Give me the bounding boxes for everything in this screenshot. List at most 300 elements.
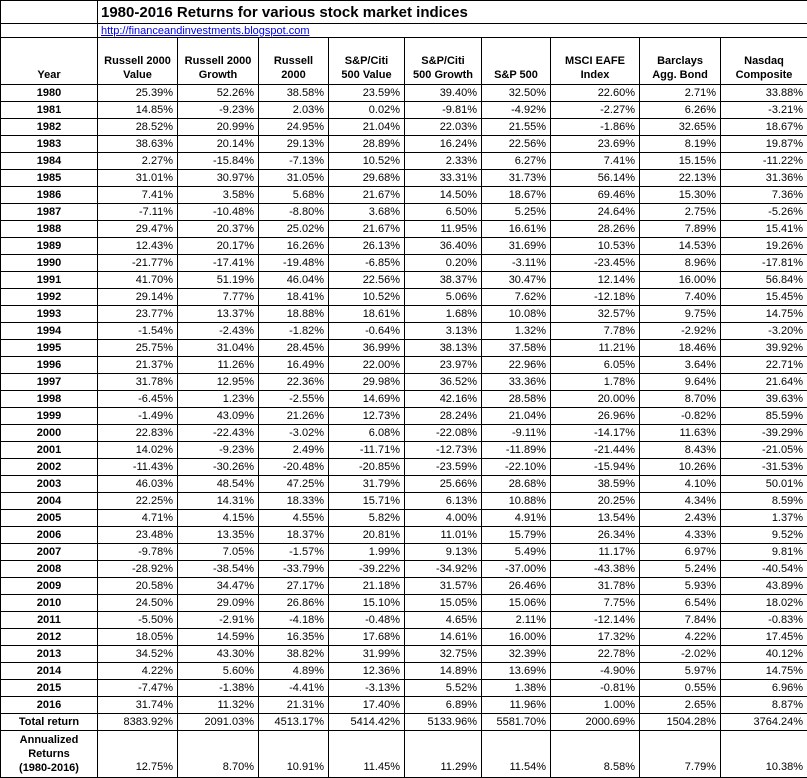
- year-cell: 2011: [1, 612, 98, 629]
- value-cell: 21.67%: [329, 221, 405, 238]
- value-cell: 0.55%: [640, 680, 721, 697]
- value-cell: 32.75%: [405, 646, 482, 663]
- value-cell: -2.92%: [640, 323, 721, 340]
- value-cell: 22.83%: [98, 425, 178, 442]
- value-cell: 14.89%: [405, 663, 482, 680]
- value-cell: 16.00%: [640, 272, 721, 289]
- value-cell: 5.25%: [482, 204, 551, 221]
- total-return-cell: 1504.28%: [640, 714, 721, 731]
- year-cell: 2000: [1, 425, 98, 442]
- value-cell: 30.47%: [482, 272, 551, 289]
- value-cell: -22.43%: [178, 425, 259, 442]
- value-cell: 5.93%: [640, 578, 721, 595]
- value-cell: 22.56%: [329, 272, 405, 289]
- table-row: [1, 170, 807, 187]
- value-cell: 1.32%: [482, 323, 551, 340]
- value-cell: -2.02%: [640, 646, 721, 663]
- value-cell: 18.05%: [98, 629, 178, 646]
- value-cell: 11.63%: [640, 425, 721, 442]
- year-cell: 2007: [1, 544, 98, 561]
- value-cell: 6.13%: [405, 493, 482, 510]
- value-cell: 22.00%: [329, 357, 405, 374]
- table-row: [1, 255, 807, 272]
- value-cell: 29.13%: [259, 136, 329, 153]
- value-cell: -15.94%: [551, 459, 640, 476]
- value-cell: 22.60%: [551, 85, 640, 102]
- annualized-return-cell: 10.38%: [721, 731, 807, 778]
- value-cell: 11.95%: [405, 221, 482, 238]
- value-cell: 28.45%: [259, 340, 329, 357]
- value-cell: 17.32%: [551, 629, 640, 646]
- value-cell: -43.38%: [551, 561, 640, 578]
- value-cell: -0.48%: [329, 612, 405, 629]
- table-row: [1, 476, 807, 493]
- table-row: [1, 221, 807, 238]
- value-cell: -22.08%: [405, 425, 482, 442]
- value-cell: -9.78%: [98, 544, 178, 561]
- value-cell: -6.45%: [98, 391, 178, 408]
- value-cell: 14.02%: [98, 442, 178, 459]
- year-cell: 2012: [1, 629, 98, 646]
- value-cell: 33.31%: [405, 170, 482, 187]
- value-cell: 16.00%: [482, 629, 551, 646]
- value-cell: 46.03%: [98, 476, 178, 493]
- total-return-cell: 5414.42%: [329, 714, 405, 731]
- table-row: [1, 629, 807, 646]
- value-cell: 12.95%: [178, 374, 259, 391]
- value-cell: -3.11%: [482, 255, 551, 272]
- value-cell: 4.89%: [259, 663, 329, 680]
- year-cell: 2003: [1, 476, 98, 493]
- value-cell: 6.08%: [329, 425, 405, 442]
- value-cell: 30.97%: [178, 170, 259, 187]
- annualized-return-cell: 8.70%: [178, 731, 259, 778]
- value-cell: 24.50%: [98, 595, 178, 612]
- table-row: [1, 595, 807, 612]
- value-cell: 36.99%: [329, 340, 405, 357]
- value-cell: -9.23%: [178, 442, 259, 459]
- value-cell: 6.27%: [482, 153, 551, 170]
- value-cell: 20.81%: [329, 527, 405, 544]
- value-cell: 39.92%: [721, 340, 807, 357]
- column-header: S&P/Citi 500 Value: [329, 38, 405, 85]
- value-cell: -9.23%: [178, 102, 259, 119]
- value-cell: 56.84%: [721, 272, 807, 289]
- value-cell: 28.52%: [98, 119, 178, 136]
- value-cell: 22.03%: [405, 119, 482, 136]
- value-cell: 7.05%: [178, 544, 259, 561]
- value-cell: 16.49%: [259, 357, 329, 374]
- value-cell: 31.04%: [178, 340, 259, 357]
- value-cell: 23.48%: [98, 527, 178, 544]
- year-cell: 1998: [1, 391, 98, 408]
- value-cell: 20.17%: [178, 238, 259, 255]
- value-cell: 2.75%: [640, 204, 721, 221]
- value-cell: 43.09%: [178, 408, 259, 425]
- year-cell: 2014: [1, 663, 98, 680]
- value-cell: 22.25%: [98, 493, 178, 510]
- value-cell: 28.24%: [405, 408, 482, 425]
- value-cell: -34.92%: [405, 561, 482, 578]
- value-cell: -20.48%: [259, 459, 329, 476]
- value-cell: -4.92%: [482, 102, 551, 119]
- annualized-return-cell: 11.45%: [329, 731, 405, 778]
- value-cell: 29.09%: [178, 595, 259, 612]
- value-cell: 34.47%: [178, 578, 259, 595]
- value-cell: 10.52%: [329, 289, 405, 306]
- value-cell: 22.56%: [482, 136, 551, 153]
- value-cell: 31.99%: [329, 646, 405, 663]
- annualized-returns-row: [1, 731, 807, 778]
- table-row: [1, 663, 807, 680]
- value-cell: -2.55%: [259, 391, 329, 408]
- year-cell: 1984: [1, 153, 98, 170]
- value-cell: 31.01%: [98, 170, 178, 187]
- value-cell: -4.18%: [259, 612, 329, 629]
- value-cell: 2.49%: [259, 442, 329, 459]
- value-cell: -5.50%: [98, 612, 178, 629]
- value-cell: 22.71%: [721, 357, 807, 374]
- year-cell: 1990: [1, 255, 98, 272]
- value-cell: 4.34%: [640, 493, 721, 510]
- value-cell: 17.45%: [721, 629, 807, 646]
- value-cell: -11.43%: [98, 459, 178, 476]
- value-cell: 15.45%: [721, 289, 807, 306]
- value-cell: -2.91%: [178, 612, 259, 629]
- value-cell: 7.84%: [640, 612, 721, 629]
- annualized-return-cell: 10.91%: [259, 731, 329, 778]
- value-cell: -0.82%: [640, 408, 721, 425]
- value-cell: -1.57%: [259, 544, 329, 561]
- value-cell: -21.44%: [551, 442, 640, 459]
- value-cell: 5.06%: [405, 289, 482, 306]
- table-row: [1, 357, 807, 374]
- value-cell: 12.43%: [98, 238, 178, 255]
- value-cell: 17.40%: [329, 697, 405, 714]
- value-cell: 28.58%: [482, 391, 551, 408]
- table-row: [1, 391, 807, 408]
- value-cell: 56.14%: [551, 170, 640, 187]
- value-cell: -7.13%: [259, 153, 329, 170]
- value-cell: 20.99%: [178, 119, 259, 136]
- value-cell: 9.64%: [640, 374, 721, 391]
- table-body: [1, 85, 807, 714]
- table-row: [1, 306, 807, 323]
- total-return-cell: 3764.24%: [721, 714, 807, 731]
- table-row: [1, 442, 807, 459]
- value-cell: 8.43%: [640, 442, 721, 459]
- value-cell: 10.53%: [551, 238, 640, 255]
- value-cell: 14.69%: [329, 391, 405, 408]
- total-return-row: [1, 714, 807, 731]
- value-cell: -1.82%: [259, 323, 329, 340]
- value-cell: 38.37%: [405, 272, 482, 289]
- year-cell: 2009: [1, 578, 98, 595]
- year-cell: 1981: [1, 102, 98, 119]
- value-cell: 32.50%: [482, 85, 551, 102]
- value-cell: 6.50%: [405, 204, 482, 221]
- source-link[interactable]: http://financeandinvestments.blogspot.com: [101, 24, 310, 37]
- value-cell: 7.89%: [640, 221, 721, 238]
- value-cell: -10.48%: [178, 204, 259, 221]
- value-cell: 33.88%: [721, 85, 807, 102]
- value-cell: -8.80%: [259, 204, 329, 221]
- value-cell: 23.59%: [329, 85, 405, 102]
- value-cell: 5.24%: [640, 561, 721, 578]
- page-title: 1980-2016 Returns for various stock market indices: [98, 1, 807, 24]
- value-cell: 4.71%: [98, 510, 178, 527]
- table-row: [1, 119, 807, 136]
- year-cell: 1999: [1, 408, 98, 425]
- year-cell: 1987: [1, 204, 98, 221]
- value-cell: 21.67%: [329, 187, 405, 204]
- value-cell: 10.08%: [482, 306, 551, 323]
- value-cell: 25.66%: [405, 476, 482, 493]
- value-cell: -6.85%: [329, 255, 405, 272]
- value-cell: 15.10%: [329, 595, 405, 612]
- table-row: [1, 680, 807, 697]
- value-cell: -30.26%: [178, 459, 259, 476]
- value-cell: 4.22%: [640, 629, 721, 646]
- value-cell: 20.37%: [178, 221, 259, 238]
- value-cell: -4.90%: [551, 663, 640, 680]
- value-cell: 69.46%: [551, 187, 640, 204]
- column-header: Year: [1, 38, 98, 85]
- value-cell: 14.61%: [405, 629, 482, 646]
- value-cell: 1.68%: [405, 306, 482, 323]
- value-cell: -23.45%: [551, 255, 640, 272]
- value-cell: 12.14%: [551, 272, 640, 289]
- value-cell: -1.49%: [98, 408, 178, 425]
- value-cell: -39.22%: [329, 561, 405, 578]
- value-cell: 24.64%: [551, 204, 640, 221]
- value-cell: 31.78%: [98, 374, 178, 391]
- value-cell: 26.86%: [259, 595, 329, 612]
- value-cell: -5.26%: [721, 204, 807, 221]
- value-cell: 6.96%: [721, 680, 807, 697]
- total-return-cell: 4513.17%: [259, 714, 329, 731]
- value-cell: 18.02%: [721, 595, 807, 612]
- table-row: [1, 697, 807, 714]
- year-cell: 2008: [1, 561, 98, 578]
- value-cell: 1.78%: [551, 374, 640, 391]
- value-cell: 1.38%: [482, 680, 551, 697]
- table-row: [1, 612, 807, 629]
- table-row: [1, 272, 807, 289]
- value-cell: 11.26%: [178, 357, 259, 374]
- value-cell: 25.75%: [98, 340, 178, 357]
- column-header: S&P/Citi 500 Growth: [405, 38, 482, 85]
- year-cell: 1994: [1, 323, 98, 340]
- value-cell: 4.55%: [259, 510, 329, 527]
- value-cell: 43.89%: [721, 578, 807, 595]
- value-cell: 18.37%: [259, 527, 329, 544]
- column-header: Russell 2000: [259, 38, 329, 85]
- total-return-cell: 8383.92%: [98, 714, 178, 731]
- value-cell: 4.22%: [98, 663, 178, 680]
- value-cell: -1.54%: [98, 323, 178, 340]
- value-cell: 31.74%: [98, 697, 178, 714]
- value-cell: 22.36%: [259, 374, 329, 391]
- value-cell: 2.43%: [640, 510, 721, 527]
- value-cell: -3.20%: [721, 323, 807, 340]
- value-cell: 5.49%: [482, 544, 551, 561]
- value-cell: 2.65%: [640, 697, 721, 714]
- value-cell: -0.64%: [329, 323, 405, 340]
- value-cell: -0.81%: [551, 680, 640, 697]
- value-cell: 15.05%: [405, 595, 482, 612]
- table-row: [1, 459, 807, 476]
- value-cell: 6.89%: [405, 697, 482, 714]
- value-cell: 20.58%: [98, 578, 178, 595]
- value-cell: -39.29%: [721, 425, 807, 442]
- value-cell: 5.60%: [178, 663, 259, 680]
- year-cell: 2001: [1, 442, 98, 459]
- value-cell: 18.46%: [640, 340, 721, 357]
- table-row: [1, 425, 807, 442]
- year-cell: 2006: [1, 527, 98, 544]
- value-cell: 11.96%: [482, 697, 551, 714]
- table-footer: [1, 714, 807, 778]
- value-cell: 29.68%: [329, 170, 405, 187]
- value-cell: 15.06%: [482, 595, 551, 612]
- year-cell: 1993: [1, 306, 98, 323]
- value-cell: 7.62%: [482, 289, 551, 306]
- column-header: MSCI EAFE Index: [551, 38, 640, 85]
- value-cell: 32.65%: [640, 119, 721, 136]
- value-cell: 15.71%: [329, 493, 405, 510]
- value-cell: 11.32%: [178, 697, 259, 714]
- value-cell: 1.99%: [329, 544, 405, 561]
- value-cell: 12.73%: [329, 408, 405, 425]
- value-cell: -3.02%: [259, 425, 329, 442]
- value-cell: 10.88%: [482, 493, 551, 510]
- value-cell: -20.85%: [329, 459, 405, 476]
- value-cell: 0.02%: [329, 102, 405, 119]
- value-cell: 6.54%: [640, 595, 721, 612]
- year-cell: 1991: [1, 272, 98, 289]
- value-cell: 3.64%: [640, 357, 721, 374]
- value-cell: 18.41%: [259, 289, 329, 306]
- value-cell: -21.05%: [721, 442, 807, 459]
- value-cell: 38.59%: [551, 476, 640, 493]
- value-cell: 22.96%: [482, 357, 551, 374]
- value-cell: 12.36%: [329, 663, 405, 680]
- value-cell: 4.15%: [178, 510, 259, 527]
- value-cell: 51.19%: [178, 272, 259, 289]
- value-cell: 9.75%: [640, 306, 721, 323]
- value-cell: -37.00%: [482, 561, 551, 578]
- value-cell: 13.37%: [178, 306, 259, 323]
- value-cell: 18.61%: [329, 306, 405, 323]
- value-cell: -9.81%: [405, 102, 482, 119]
- value-cell: 31.73%: [482, 170, 551, 187]
- value-cell: 6.97%: [640, 544, 721, 561]
- value-cell: 21.31%: [259, 697, 329, 714]
- value-cell: 13.69%: [482, 663, 551, 680]
- value-cell: 38.82%: [259, 646, 329, 663]
- value-cell: 14.85%: [98, 102, 178, 119]
- value-cell: -28.92%: [98, 561, 178, 578]
- value-cell: 22.13%: [640, 170, 721, 187]
- value-cell: 31.78%: [551, 578, 640, 595]
- value-cell: 7.77%: [178, 289, 259, 306]
- value-cell: 18.67%: [721, 119, 807, 136]
- value-cell: 23.69%: [551, 136, 640, 153]
- value-cell: 7.78%: [551, 323, 640, 340]
- value-cell: 19.26%: [721, 238, 807, 255]
- value-cell: 21.04%: [329, 119, 405, 136]
- table-row: [1, 204, 807, 221]
- title-row: [1, 1, 807, 24]
- table-row: [1, 323, 807, 340]
- value-cell: 4.91%: [482, 510, 551, 527]
- value-cell: 21.55%: [482, 119, 551, 136]
- value-cell: 14.59%: [178, 629, 259, 646]
- table-row: [1, 527, 807, 544]
- value-cell: 13.54%: [551, 510, 640, 527]
- value-cell: 29.14%: [98, 289, 178, 306]
- value-cell: 20.25%: [551, 493, 640, 510]
- annualized-returns-label: Annualized Returns (1980-2016): [1, 731, 98, 778]
- value-cell: -12.18%: [551, 289, 640, 306]
- value-cell: 38.63%: [98, 136, 178, 153]
- value-cell: -17.81%: [721, 255, 807, 272]
- value-cell: 21.37%: [98, 357, 178, 374]
- value-cell: 25.02%: [259, 221, 329, 238]
- value-cell: 16.35%: [259, 629, 329, 646]
- value-cell: 21.64%: [721, 374, 807, 391]
- value-cell: 23.77%: [98, 306, 178, 323]
- value-cell: 7.41%: [98, 187, 178, 204]
- value-cell: 28.68%: [482, 476, 551, 493]
- value-cell: 18.33%: [259, 493, 329, 510]
- value-cell: 39.40%: [405, 85, 482, 102]
- value-cell: 28.89%: [329, 136, 405, 153]
- table-header-row: [1, 38, 807, 85]
- total-return-cell: 2091.03%: [178, 714, 259, 731]
- value-cell: -11.71%: [329, 442, 405, 459]
- value-cell: 10.26%: [640, 459, 721, 476]
- value-cell: -21.77%: [98, 255, 178, 272]
- value-cell: -7.47%: [98, 680, 178, 697]
- annualized-return-cell: 11.29%: [405, 731, 482, 778]
- corner-cell-url: [1, 24, 98, 38]
- value-cell: 22.78%: [551, 646, 640, 663]
- value-cell: 0.20%: [405, 255, 482, 272]
- value-cell: 17.68%: [329, 629, 405, 646]
- value-cell: 8.87%: [721, 697, 807, 714]
- value-cell: 14.75%: [721, 306, 807, 323]
- value-cell: 1.23%: [178, 391, 259, 408]
- year-cell: 1983: [1, 136, 98, 153]
- value-cell: 36.40%: [405, 238, 482, 255]
- value-cell: 36.52%: [405, 374, 482, 391]
- value-cell: 14.75%: [721, 663, 807, 680]
- value-cell: 85.59%: [721, 408, 807, 425]
- value-cell: -40.54%: [721, 561, 807, 578]
- value-cell: 23.97%: [405, 357, 482, 374]
- value-cell: -0.83%: [721, 612, 807, 629]
- value-cell: 43.30%: [178, 646, 259, 663]
- value-cell: -33.79%: [259, 561, 329, 578]
- value-cell: -23.59%: [405, 459, 482, 476]
- value-cell: 31.69%: [482, 238, 551, 255]
- value-cell: 6.26%: [640, 102, 721, 119]
- corner-cell-title: [1, 1, 98, 24]
- value-cell: -38.54%: [178, 561, 259, 578]
- year-cell: 2010: [1, 595, 98, 612]
